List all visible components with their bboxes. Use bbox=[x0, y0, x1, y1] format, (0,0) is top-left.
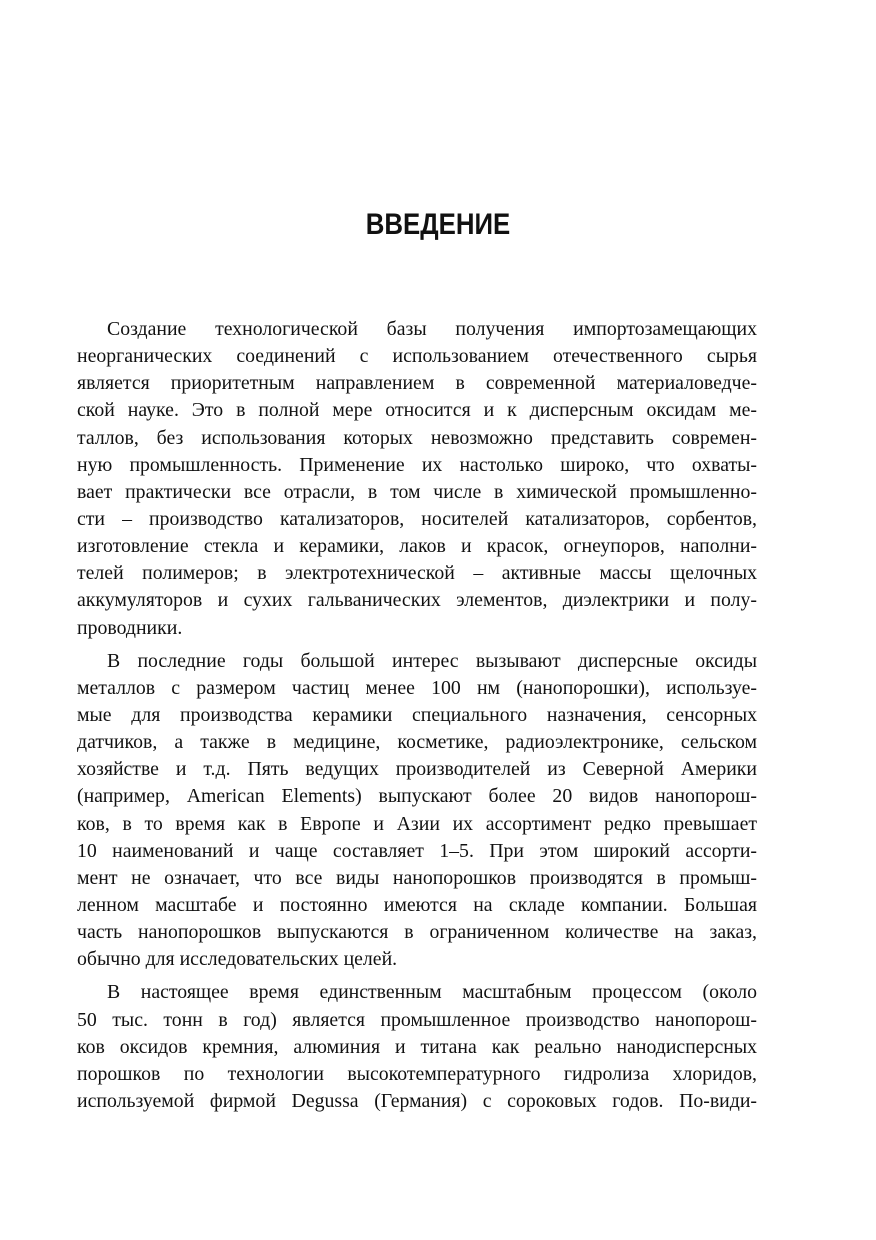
paragraph bbox=[77, 979, 757, 1115]
text-line: металлов с размером частиц менее 100 нм (нанопорошки), используе- bbox=[77, 676, 757, 699]
text-line: изготовление стекла и керамики, лаков и красок, огнеупоров, наполни- bbox=[77, 535, 757, 558]
text-line: хозяйстве и т.д. Пять ведущих производителей из Северной Америки bbox=[77, 758, 757, 781]
text-line: таллов, без использования которых невозможно представить современ- bbox=[77, 426, 757, 449]
paragraph bbox=[77, 316, 757, 642]
text-line: ков, в то время как в Европе и Азии их ассортимент редко превышает bbox=[77, 812, 757, 835]
text-line: 10 наименований и чаще составляет 1–5. При этом широкий ассорти- bbox=[77, 839, 757, 862]
text-line: аккумуляторов и сухих гальванических элементов, диэлектрики и полу- bbox=[77, 589, 757, 612]
text-line: обычно для исследовательских целей. bbox=[77, 948, 398, 971]
text-line: мые для производства керамики специального назначения, сенсорных bbox=[77, 703, 757, 726]
text-line: неорганических соединений с использованием отечественного сырья bbox=[77, 345, 757, 368]
text-line: датчиков, а также в медицине, косметике, радиоэлектронике, сельском bbox=[77, 731, 757, 754]
text-line: В настоящее время единственным масштабным процессом (около bbox=[107, 981, 757, 1004]
text-line: 50 тыс. тонн в год) является промышленное производство нанопорош- bbox=[77, 1008, 757, 1031]
text-line: используемой фирмой Degussa (Германия) с сороковых годов. По-види- bbox=[77, 1089, 757, 1112]
text-line: проводники. bbox=[77, 616, 183, 639]
text-line: ленном масштабе и постоянно имеются на складе компании. Большая bbox=[77, 893, 757, 916]
text-line: ков оксидов кремния, алюминия и титана как реально нанодисперсных bbox=[77, 1035, 757, 1058]
text-line: вает практически все отрасли, в том числе в химической промышленно- bbox=[77, 480, 757, 503]
chapter-heading: ВВЕДЕНИЕ bbox=[365, 208, 511, 241]
text-line: порошков по технологии высокотемпературного гидролиза хлоридов, bbox=[77, 1062, 757, 1085]
text-line: телей полимеров; в электротехнической – активные массы щелочных bbox=[77, 562, 757, 585]
text-line: В последние годы большой интерес вызывают дисперсные оксиды bbox=[107, 649, 757, 672]
text-line: часть нанопорошков выпускаются в ограниченном количестве на заказ, bbox=[77, 921, 757, 944]
text-line: мент не означает, что все виды нанопорошков производятся в промыш- bbox=[77, 866, 757, 889]
text-line: Создание технологической базы получения импортозамещающих bbox=[107, 318, 757, 340]
text-line: является приоритетным направлением в современной материаловедче- bbox=[77, 372, 757, 395]
text-line: сти – производство катализаторов, носителей катализаторов, сорбентов, bbox=[77, 507, 757, 530]
paragraph bbox=[77, 648, 757, 974]
text-line: ную промышленность. Применение их настолько широко, что охваты- bbox=[77, 453, 757, 476]
text-line: (например, American Elements) выпускают более 20 видов нанопорош- bbox=[77, 785, 757, 808]
body-text bbox=[77, 316, 757, 1121]
text-line: ской науке. Это в полной мере относится и к дисперсным оксидам ме- bbox=[77, 399, 757, 422]
